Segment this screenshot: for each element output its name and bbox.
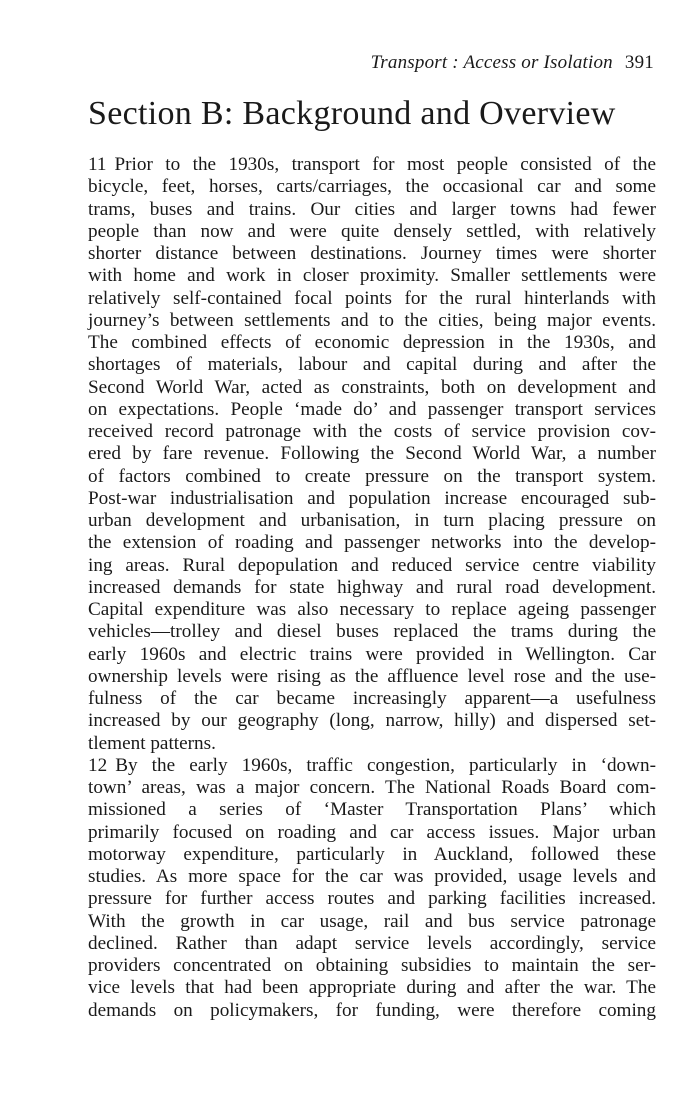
text-line: received record patronage with the costs of service provision cov- [88, 421, 656, 442]
text-line: providers concentrated on obtaining subsidies to maintain the ser- [88, 955, 656, 976]
paragraph-number: 12 [88, 754, 108, 776]
text-line: vice levels that had been appropriate during and after the war. The [88, 977, 656, 999]
text-line: people than now and were quite densely settled, with relatively [88, 220, 656, 242]
text-line: Post-war industrialisation and population increase encouraged sub- [88, 487, 656, 509]
text-line: With the growth in car usage, rail and bus service patronage [88, 910, 656, 932]
text-line: demands on policymakers, for funding, were therefore coming [88, 999, 656, 1021]
body-text [88, 154, 656, 1022]
text-line: declined. Rather than adapt service levels accordingly, service [88, 932, 656, 954]
text-line: motorway expenditure, particularly in Auckland, followed these [88, 843, 656, 865]
text-line: pressure for further access routes and parking facilities increased. [88, 888, 656, 910]
text-line: ownership levels were rising as the affluence level rose and the use- [88, 665, 656, 687]
text-line: the extension of roading and passenger networks into the develop- [88, 532, 656, 554]
text-line: with home and work in closer proximity. Smaller settlements were [88, 265, 656, 287]
text-line: primarily focused on roading and car access issues. Major urban [88, 821, 656, 843]
text-line: studies. As more space for the car was provided, usage levels and [88, 866, 656, 887]
page-number: 391 [624, 52, 654, 73]
text-line: 11 Prior to the 1930s, transport for most people consisted of the [88, 154, 656, 175]
text-line: journey’s between settlements and to the cities, being major events. [88, 309, 656, 331]
text-line: Capital expenditure was also necessary to replace ageing passenger [88, 599, 656, 620]
paragraph-12 [88, 755, 656, 1022]
text-line: on expectations. People ‘made do’ and passenger transport services [88, 398, 656, 420]
text-line: bicycle, feet, horses, carts/carriages, the occasional car and some [88, 176, 656, 198]
paragraph-number: 11 [88, 154, 107, 175]
section-title: Section B: Background and Overview [88, 95, 616, 132]
text-line: of factors combined to create pressure on the transport system. [88, 465, 656, 487]
text-line: The combined effects of economic depression in the 1930s, and [88, 332, 656, 353]
text-line: vehicles—trolley and diesel buses replaced the trams during the [88, 621, 656, 643]
text-line: ing areas. Rural depopulation and reduced service centre viability [88, 554, 656, 576]
text-line: increased by our geography (long, narrow, hilly) and dispersed set- [88, 710, 656, 732]
text-line: trams, buses and trains. Our cities and larger towns had fewer [88, 198, 656, 220]
text-line-last: tlement patterns. [88, 732, 216, 754]
text-line: town’ areas, was a major concern. The National Roads Board com- [88, 777, 656, 798]
text-line: 12 By the early 1960s, traffic congestion, particularly in ‘down- [88, 754, 656, 776]
running-header [371, 52, 654, 74]
text-line: shorter distance between destinations. Journey times were shorter [88, 243, 656, 264]
text-line: increased demands for state highway and rural road development. [88, 576, 656, 598]
text-line: ered by fare revenue. Following the Second World War, a number [88, 443, 656, 465]
paragraph-11 [88, 154, 656, 755]
text-line: missioned a series of ‘Master Transportation Plans’ which [88, 799, 656, 821]
text-line: urban development and urbanisation, in turn placing pressure on [88, 510, 656, 531]
text-line: early 1960s and electric trains were provided in Wellington. Car [88, 643, 656, 665]
text-line: Second World War, acted as constraints, both on development and [88, 376, 656, 398]
text-line: shortages of materials, labour and capital during and after the [88, 354, 656, 376]
running-title: Transport : Access or Isolation [370, 52, 613, 73]
text-line: fulness of the car became increasingly apparent—a usefulness [88, 688, 656, 709]
text-line: relatively self-contained focal points for the rural hinterlands with [88, 287, 656, 309]
